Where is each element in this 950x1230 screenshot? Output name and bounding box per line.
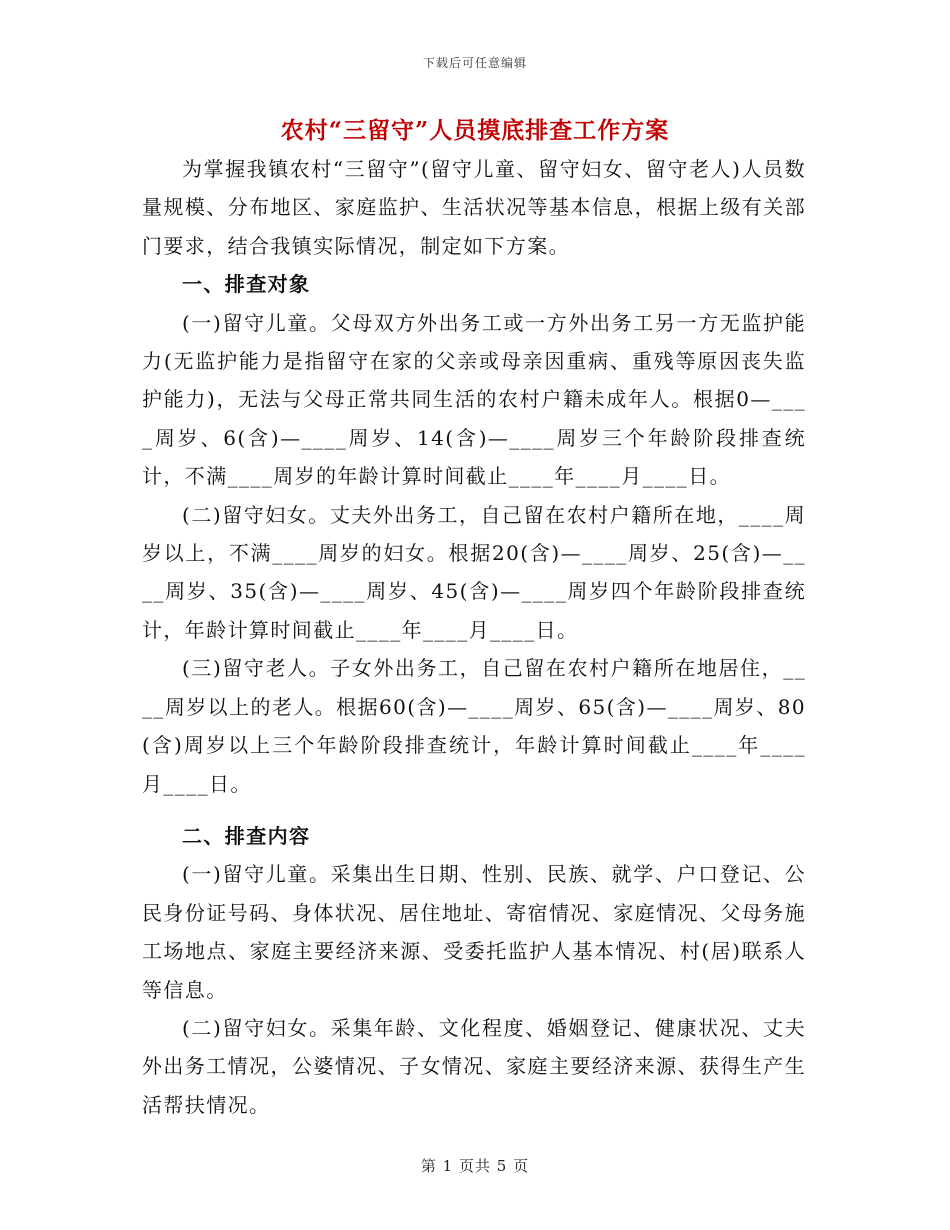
- paragraph-women-content: (二)留守妇女。采集年龄、文化程度、婚姻登记、健康状况、丈夫外出务工情况，公婆情况、子女情况、家庭主要经济来源、获得生产生活帮扶情况。: [142, 1015, 806, 1117]
- paragraph-children-content: (一)留守儿童。采集出生日期、性别、民族、就学、户口登记、公民身份证号码、身体状况、居住地址、寄宿情况、家庭情况、父母务施工场地点、家庭主要经济来源、受委托监护人基本情况、村(居)联系人等信息。: [142, 862, 806, 1002]
- document-title: 农村“三留守”人员摸底排查工作方案: [280, 117, 670, 144]
- paragraph-left-behind-elderly: (三)留守老人。子女外出务工，自己留在农村户籍所在地居住，____周岁以上的老人。根据60(含)—____周岁、65(含)—____周岁、80(含)周岁以上三个年龄阶段排查统计，年龄计算时间截止____年____月____日。: [142, 656, 806, 796]
- intro-paragraph: 为掌握我镇农村“三留守”(留守儿童、留守妇女、留守老人)人员数量规模、分布地区、家庭监护、生活状况等基本信息，根据上级有关部门要求，结合我镇实际情况，制定如下方案。: [142, 157, 806, 258]
- paragraph-left-behind-women: (二)留守妇女。丈夫外出务工，自己留在农村户籍所在地，____周岁以上，不满____周岁的妇女。根据20(含)—____周岁、25(含)—____周岁、35(含)—____周岁、45(含)—____周岁四个年龄阶段排查统计，年龄计算时间截止____年____月____日。: [142, 502, 806, 642]
- section-heading-targets: 一、排查对象: [182, 272, 311, 297]
- document-body: [142, 150, 806, 1124]
- paragraph-left-behind-children: (一)留守儿童。父母双方外出务工或一方外出务工另一方无监护能力(无监护能力是指留守在家的父亲或母亲因重病、重残等原因丧失监护能力)，无法与父母正常共同生活的农村户籍未成年人。根据0—____周岁、6(含)—____周岁、14(含)—____周岁三个年龄阶段排查统计，不满____周岁的年龄计算时间截止____年____月____日。: [142, 310, 806, 489]
- page-number: 第 1 页共 5 页: [420, 1157, 530, 1175]
- section-heading-content: 二、排查内容: [182, 823, 311, 848]
- header-note: 下载后可任意编辑: [422, 56, 527, 70]
